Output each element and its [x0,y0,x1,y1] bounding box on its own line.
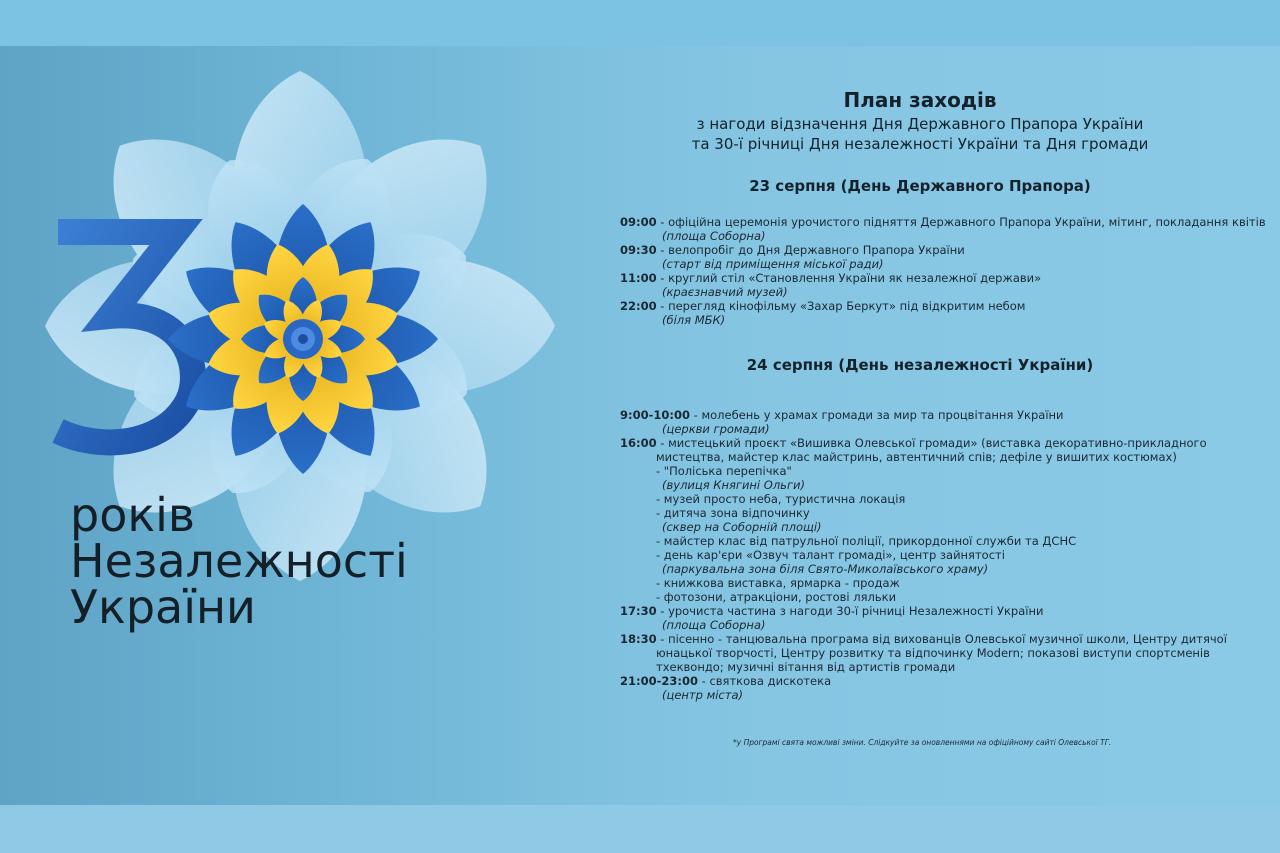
event-subitem: - дитяча зона відпочинку [656,506,810,520]
years-line-3: України [70,580,256,634]
event-text: - перегляд кінофільму «Захар Беркут» під відкритим небом [656,299,1026,313]
event-time: 11:00 [620,271,657,285]
event-location: (площа Соборна) [662,618,766,632]
event-time: 22:00 [620,299,657,313]
event-location: (площа Соборна) [662,229,766,243]
event-location: (старт від приміщення міської ради) [662,257,884,271]
event-location: (центр міста) [662,688,743,702]
event-row [620,604,1227,618]
event-time: 18:30 [620,632,657,646]
event-location: (церкви громади) [662,422,770,436]
event-subitem: - фотозони, атракціони, ростові ляльки [656,590,897,604]
event-location: (сквер на Соборній площі) [662,520,822,534]
years-line-1: років [70,488,196,542]
event-time: 16:00 [620,436,657,450]
event-location: (паркувальна зона біля Свято-Миколаївського храму) [662,562,989,576]
top-band [0,0,1280,46]
day2-events [620,408,1227,702]
event-row [620,215,1266,229]
event-location: (біля МБК) [662,313,726,327]
event-subitem: - книжкова виставка, ярмарка - продаж [656,576,900,590]
day1-heading: 23 серпня (День Державного Прапора) [749,177,1091,195]
event-text: - велопробіг до Дня Державного Прапора України [656,243,965,257]
event-row [620,299,1266,313]
event-time: 09:30 [620,243,657,257]
footnote: *у Програмі свята можливі зміни. Слідкуйте за оновленнями на офіційному сайті Олевської ТГ. [733,738,1112,747]
plan-subtitle-2: та 30-ї річниці Дня незалежності України та Дня громади [691,135,1149,153]
event-time: 9:00-10:00 [620,408,690,422]
event-text: - святкова дискотека [697,674,832,688]
years-of-independence-title [70,488,408,634]
bottom-band [0,805,1280,853]
years-line-2: Незалежності [70,534,408,588]
plan-title: План заходів [843,88,997,112]
event-text: - урочиста частина з нагоди 30-ї річниці Незалежності України [656,604,1044,618]
event-row [620,271,1266,285]
day1-events [620,215,1266,327]
plan-subtitle-1: з нагоди відзначення Дня Державного Прапора України [696,115,1144,133]
event-row [620,674,1227,688]
event-row [620,436,1227,450]
event-time: 21:00-23:00 [620,674,698,688]
event-text-continued: тхеквондо; музичні вітання від артистів громади [656,660,956,674]
event-row [620,632,1227,646]
event-time: 09:00 [620,215,657,229]
event-row [620,408,1227,422]
event-subitem: - майстер клас від патрульної поліції, прикордонної служби та ДСНС [656,534,1077,548]
day2-heading: 24 серпня (День незалежності України) [746,356,1094,374]
event-text: - мистецький проєкт «Вишивка Олевської громади» (виставка декоративно-прикладного [656,436,1207,450]
event-text: - круглий стіл «Становлення України як незалежної держави» [656,271,1042,285]
event-location: (краєзнавчий музей) [662,285,788,299]
event-row [620,243,1266,257]
event-location: (вулиця Княгині Ольги) [662,478,805,492]
event-text: - пісенно - танцювальна програма від вихованців Олевської музичної школи, Центру дитячої [656,632,1227,646]
event-text: - офіційна церемонія урочистого підняття Державного Прапора України, мітинг, покладання квітів [656,215,1266,229]
event-text-continued: юнацької творчості, Центру розвитку та відпочинку Modern; показові виступи спортсменів [656,646,1210,660]
plan-header [600,88,1240,154]
event-text: - молебень у храмах громади за мир та процвітання України [689,408,1064,422]
event-subitem: - день кар'єри «Озвуч талант громаді», центр зайнятості [656,548,1005,562]
event-time: 17:30 [620,604,657,618]
event-text-continued: мистецтва, майстер клас майстринь, автентичний спів; дефіле у вишитих костюмах) [656,450,1177,464]
event-subitem: - "Поліська перепічка" [656,464,792,478]
event-subitem: - музей просто неба, туристична локація [656,492,906,506]
